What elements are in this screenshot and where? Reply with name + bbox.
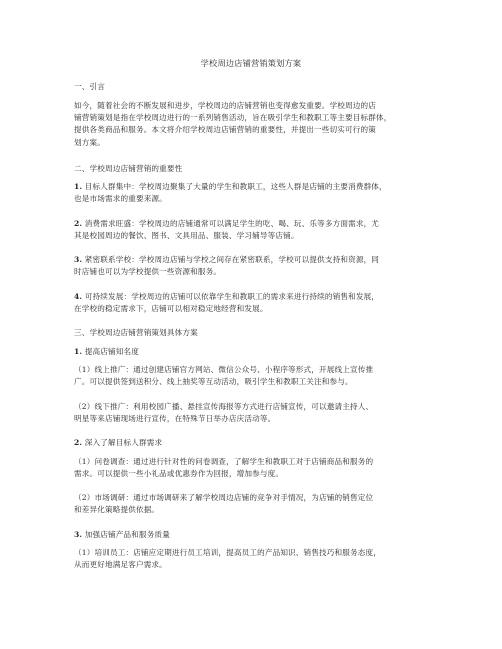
text-line [74,364,434,376]
line-text: 消费需求旺盛：学校周边的店铺通常可以满足学生的吃、喝、玩、乐等多方面需求，尤 [82,219,380,228]
block-p2 [74,181,434,205]
text-line [74,181,434,193]
text-line [74,266,434,278]
line-text: 紧密联系学校：学校周边店铺与学校之间存在紧密联系，学校可以提供支持和资源，同 [82,255,380,264]
text-line [74,401,434,413]
line-text: 目标人群集中：学校周边聚集了大量的学生和教职工，这些人群是店铺的主要消费群体， [82,182,387,191]
text-line [74,437,434,449]
text-line [74,100,434,112]
text-line [74,346,434,358]
line-text: 划方案。 [74,137,105,147]
text-line [74,559,434,571]
text-line [74,468,434,480]
line-text: 铺营销策划是指在学校周边进行的一系列销售活动，旨在吸引学生和教职工等主要目标群体， [74,113,392,123]
line-text: 二、学校周边店铺营销的重要性 [74,164,183,173]
item-number: 3. [74,530,83,539]
text-line [74,327,434,339]
item-number: 1. [74,182,83,191]
block-s3 [74,529,434,541]
text-line [74,230,434,242]
line-text: 需求。可以提供一些小礼品或优惠券作为回报，增加参与度。 [74,469,284,479]
item-number: 2. [74,438,83,447]
text-line [74,547,434,559]
block-p6 [74,364,434,388]
block-p7 [74,401,434,425]
line-text: 在学校的稳定需求下，店铺可以相对稳定地经营和发展。 [74,304,268,314]
text-line [74,254,434,266]
line-text: 如今，随着社会的不断发展和进步，学校周边的店铺营销也变得愈发重要。学校周边的店 [74,101,377,110]
line-text: （1）线上推广：通过创建店铺官方网站、微信公众号、小程序等形式，开展线上宣传推 [74,365,374,374]
item-number: 4. [74,292,83,301]
text-line [74,504,434,516]
item-number: 1. [74,347,83,356]
line-text: 和差异化策略提供依据。 [74,505,160,515]
line-text: 可持续发展：学校周边的店铺可以依靠学生和教职工的需求来进行持续的销售和发展， [82,292,380,301]
block-p4 [74,254,434,278]
line-text: 也是市场需求的重要来源。 [74,194,167,204]
block-p9 [74,492,434,516]
block-h3 [74,327,434,339]
text-line [74,81,434,93]
line-text: （2）线下推广：利用校园广播、悬挂宣传海报等方式进行店铺宣传，可以邀请主持人、 [74,402,374,411]
line-text: 深入了解目标人群需求 [82,438,163,447]
block-p10 [74,547,434,571]
text-line [74,163,434,175]
text-line [74,492,434,504]
line-text: （2）市场调研：通过市场调研来了解学校周边店铺的竞争对手情况，为店铺的销售定位 [74,493,374,502]
block-s2 [74,437,434,449]
block-h2 [74,163,434,175]
line-text: 三、学校周边店铺营销策划具体方案 [74,328,198,337]
line-text: 提高店铺知名度 [82,347,140,356]
line-text: （1）培训员工：店铺应定期进行员工培训，提高员工的产品知识、销售技巧和服务态度， [74,548,381,557]
text-line [74,529,434,541]
item-number: 2. [74,219,83,228]
text-line [74,291,434,303]
document-title: 学校周边店铺营销策划方案 [200,58,302,68]
block-p3 [74,218,434,242]
block-p5 [74,291,434,315]
line-text: （1）问卷调查：通过进行针对性的问卷调查，了解学生和教职工对于店铺商品和服务的 [74,457,374,466]
block-h1 [74,81,434,93]
text-line [74,376,434,388]
text-line [74,456,434,468]
text-line [74,137,434,149]
line-text: 时店铺也可以为学校提供一些资源和服务。 [74,267,222,277]
line-text: 加强店铺产品和服务质量 [82,530,170,539]
text-line [74,218,434,230]
line-text: 明星等来店铺现场进行宣传，在特殊节日举办店庆活动等。 [74,414,276,424]
line-text: 提供各类商品和服务。本文将介绍学校周边店铺营销的重要性，并提出一些切实可行的策 [74,125,377,135]
item-number: 3. [74,255,83,264]
text-line [74,124,434,136]
line-text: 其是校园周边的餐饮、图书、文具用品、服装、学习辅导等店铺。 [74,231,299,241]
text-line [74,112,434,124]
line-text: 广。可以提供签到送积分、线上抽奖等互动活动，吸引学生和教职工关注和参与。 [74,377,353,387]
text-line [74,413,434,425]
block-p8 [74,456,434,480]
line-text: 一、引言 [74,82,105,91]
text-line [74,193,434,205]
line-text: 从而更好地满足客户需求。 [74,560,167,570]
block-s1 [74,346,434,358]
text-line [74,303,434,315]
block-p1 [74,100,434,149]
